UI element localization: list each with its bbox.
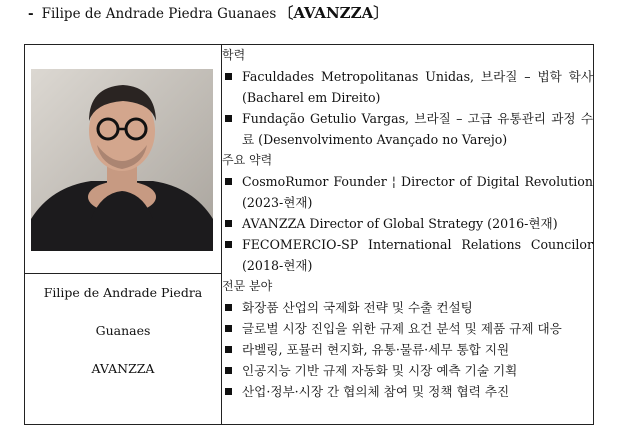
photo-cell	[25, 45, 222, 274]
expertise-title: 전문 분야	[222, 279, 273, 293]
heading-org: 〔AVANZZA〕	[278, 4, 389, 22]
name-block	[25, 274, 221, 388]
name-line-1: Filipe de Andrade Piedra	[43, 285, 203, 300]
expertise-item: 라벨링, 포뮬러 현지화, 유통·물류·세무 통합 지원	[222, 339, 593, 360]
expertise-item: 화장품 산업의 국제화 전략 및 수출 컨설팅	[222, 297, 593, 318]
career-list	[222, 171, 593, 276]
expertise-item: 글로벌 시장 진입을 위한 규제 요건 분석 및 제품 규제 대응	[222, 318, 593, 339]
education-list	[222, 66, 593, 150]
education-item: Fundação Getulio Vargas, 브라질 – 고급 유통관리 과정 수료 (Desenvolvimento Avançado no Varejo)	[222, 108, 593, 150]
expertise-item: 산업·정부·시장 간 협의체 참여 및 정책 협력 추진	[222, 381, 593, 402]
career-item: FECOMERCIO-SP International Relations Councilor (2018-현재)	[222, 234, 593, 276]
heading-name: Filipe de Andrade Piedra Guanaes	[41, 6, 277, 22]
education-item: Faculdades Metropolitanas Unidas, 브라질 – 법학 학사 (Bacharel em Direito)	[222, 66, 593, 108]
portrait-photo	[31, 69, 213, 251]
info-cell	[222, 45, 594, 425]
profile-table	[24, 44, 594, 425]
org-name: AVANZZA	[91, 361, 155, 376]
expertise-item: 인공지능 기반 규제 자동화 및 시장 예측 기술 기획	[222, 360, 593, 381]
expertise-list	[222, 297, 593, 402]
profile-heading	[28, 2, 388, 23]
education-title: 학력	[222, 48, 246, 62]
portrait-illustration	[31, 69, 213, 251]
heading-bullet: -	[28, 6, 34, 22]
name-line-2: Guanaes	[95, 323, 151, 338]
career-title: 주요 약력	[222, 153, 273, 167]
career-item: CosmoRumor Founder ¦ Director of Digital Revolution (2023-현재)	[222, 171, 593, 213]
name-cell	[25, 274, 222, 425]
career-item: AVANZZA Director of Global Strategy (2016-현재)	[222, 213, 593, 234]
